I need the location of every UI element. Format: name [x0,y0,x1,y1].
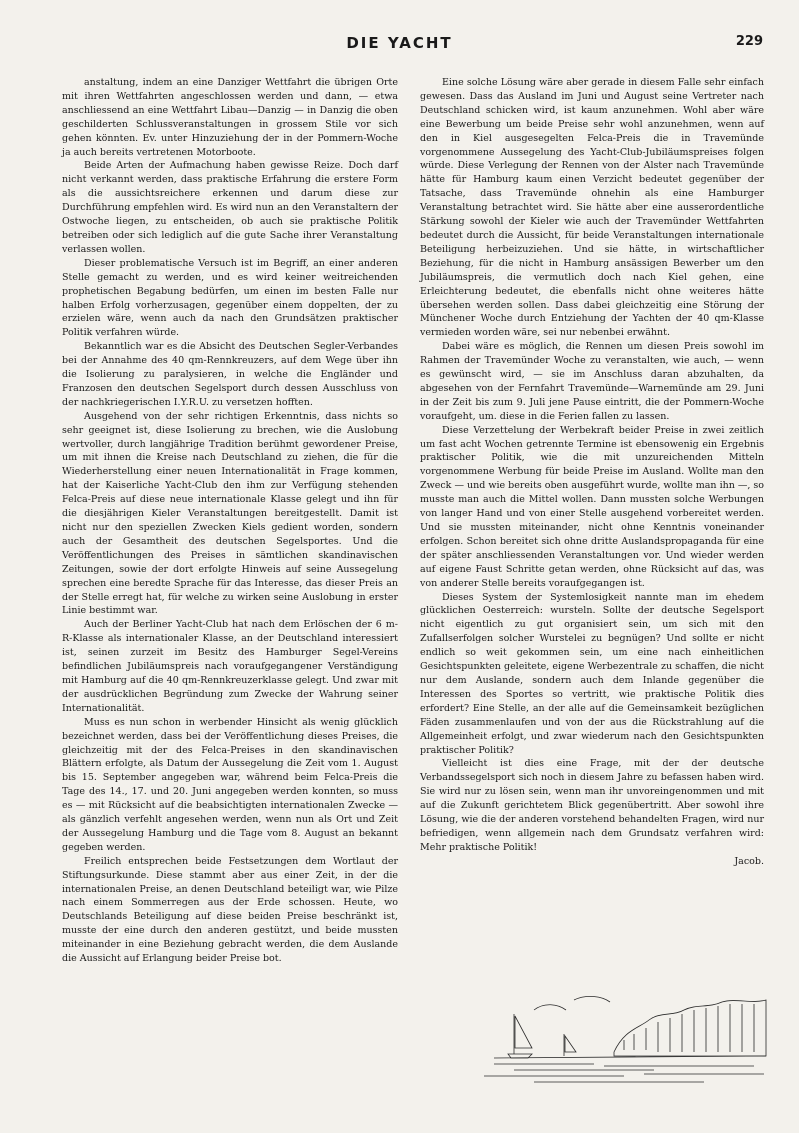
paragraph: Eine solche Lösung wäre aber gerade in diesem Falle sehr einfach gewesen. Dass das Ausland im Juni und August seine Vertreter nach Deutschland schicken wird, ist kaum anzunehmen. Wohl aber wäre eine Bewerbung um beide Preise sehr wohl anzunehmen, wenn auf den in Kiel ausgesegelten Felca-Preis die in Travemünde vorgenommene Aussegelung des Yacht-Club-Jubiläumspreises folgen würde. Diese Verlegung der Rennen von der Alster nach Travemünde hätte für Hamburg kaum einen Verzicht bedeutet gegenüber der Tatsache, dass Travemünde ohnehin als eine Hamburger Veranstaltung betrachtet wird. Sie hätte aber eine ausserordentliche Stärkung sowohl der Kieler wie auch der Travemünder Wettfahrten bedeutet durch die Aussicht, für beide Veranstaltungen internationale Beteiligung herbeizuziehen. Und sie hätte, in wirtschaftlicher Beziehung, für die nicht in Hamburg ansässigen Bewerber um den Jubiläumspreis, die vermutlich doch nach Kiel gehen, eine Erleichterung bedeutet, die ebenfalls nicht ohne weiteres hätte übersehen werden sollen. Dass dabei gleichzeitig eine Störung der Münchener Woche durch Entziehung der Yachten der 40 qm-Klasse vermieden worden wäre, sei nur nebenbei erwähnt. [420,77,764,339]
paragraph: Beide Arten der Aufmachung haben gewisse Reize. Doch darf nicht verkannt werden, dass praktische Erfahrung die erstere Form als die aussichtsreichere erkennen und darum diese zur Durchführung empfehlen wird. Es wird nun an den Veranstaltern der Ostwoche liegen, zu entscheiden, ob auch sie praktische Politik betreiben oder sich lediglich auf die gute Sache ihrer Veranstaltung verlassen wollen. [62,160,398,255]
left-column [62,76,398,966]
paragraph: Dieser problematische Versuch ist im Begriff, an einer anderen Stelle gemacht zu werden, und es wird keiner weitreichenden prophetischen Begabung bedürfen, um einen im besten Falle nur halben Erfolg vorherzusagen, gegenüber einem doppelten, der zu erzielen wäre, wenn auch da nach den Grundsätzen praktischer Politik verfahren würde. [62,257,398,339]
sailboat-landscape-vignette-icon [474,990,774,1090]
paragraph: Muss es nun schon in werbender Hinsicht als wenig glücklich bezeichnet werden, dass bei der Veröffentlichung dieses Preises, die gleichzeitig mit der des Felca-Preises in den skandinavischen Blättern erfolgte, als Datum der Aussegelung die Zeit vom 1. August bis 15. September angegeben war, während beim Felca-Preis die Tage des 14., 17. und 20. Juni angegeben werden konnten, so muss es — mit Rücksicht auf die beabsichtigten internationalen Zwecke — als gänzlich verfehlt angesehen werden, wenn nun als Ort und Zeit der Aussegelung Hamburg und die Tage vom 8. August an bekannt gegeben werden. [62,716,398,853]
running-title: DIE YACHT [346,34,453,52]
paragraph: Bekanntlich war es die Absicht des Deutschen Segler-Verbandes bei der Annahme des 40 qm-Rennkreuzers, auf dem Wege über ihn die Isolierung zu paralysieren, in welche die Engländer und Franzosen den deutschen Segelsport durch dessen Ausschluss von der nachkriegerischen I.Y.R.U. zu versetzen hofften. [62,341,398,408]
paragraph: Auch der Berliner Yacht-Club hat nach dem Erlöschen der 6 m-R-Klasse als internationaler Klasse, an der Deutschland interessiert ist, seinen zurzeit im Besitz des Hamburger Segel-Vereins befindlichen Jubiläumspreis nach voraufgegangener Verständigung mit Hamburg auf die 40 qm-Rennkreuzerklasse gelegt. Und zwar mit der ausdrücklichen Begründung zum Zwecke der Wahrung seiner Internationalität. [62,619,398,714]
paragraph: Dabei wäre es möglich, die Rennen um diesen Preis sowohl im Rahmen der Travemünder Woche zu veranstalten, wie auch, — wenn es gewünscht wird, — sie im Anschluss daran abzuhalten, da abgesehen von der Fernfahrt Travemünde—Warnemünde am 29. Juni in der Zeit bis zum 9. Juli jene Pause eintritt, die der Pommern-Woche voraufgeht, um. diese in die Ferien fallen zu lassen. [420,341,764,422]
right-column [420,76,764,869]
page-number: 229 [735,34,763,49]
author-signature: Jacob. [734,855,764,867]
paragraph: Dieses System der Systemlosigkeit nannte man im ehedem glücklichen Oesterreich: wursteln. Sollte der deutsche Segelsport nicht eigentlich zu gut organisiert sein, um sich mit den Zufallserfolgen solcher Wurstelei zu begnügen? Und sollte er nicht endlich so weit gekommen sein, um eine nach einheitlichen Gesichtspunkten geleitete, eigene Werbezentrale zu schaffen, die nicht nur dem Auslande, sondern auch dem Inlande gegenüber die Interessen des Sportes so vertritt, wie praktische Politik dies erfordert? Eine Stelle, an der alle auf die Gemeinsamkeit bezüglichen Fäden zusammenlaufen und von der aus die Rückstrahlung auf die Allgemeinheit erfolgt, und zwar wiederum nach den Gesichtspunkten praktischer Politik? [420,591,764,756]
paragraph: Vielleicht ist dies eine Frage, mit der der deutsche Verbandssegelsport sich noch in diesem Jahre zu befassen haben wird. Sie wird nur zu lösen sein, wenn man ihr unvoreingenommen und mit auf die Zukunft gerichtetem Blick gegenübertritt. Aber sowohl ihre Lösung, wie die der anderen vorstehend behandelten Fragen, wird nur befriedigen, wenn allgemein nach dem Grundsatz verfahren wird: Mehr praktische Politik! [420,758,764,853]
paragraph: anstaltung, indem an eine Danziger Wettfahrt die übrigen Orte mit ihren Wettfahrten angeschlossen werden und dann, — etwa anschliessend an eine Wettfahrt Libau—Danzig — in Danzig die oben geschilderten Schlussveranstaltungen in grossem Stile vor sich gehen könnten. Ev. unter Hinzuziehung der in der Pommern-Woche ja auch bereits vertretenen Motorboote. [62,77,398,158]
paragraph: Diese Verzettelung der Werbekraft beider Preise in zwei zeitlich um fast acht Wochen getrennte Termine ist ebensowenig ein Ergebnis praktischer Politik, wie die mit unzureichenden Mitteln vorgenommene Werbung für beide Preise im Ausland. Wollte man den Zweck — und wie bereits oben ausgeführt wurde, wollte man ihn —, so musste man auch die Mittel wollen. Dann mussten solche Werbungen von langer Hand und von einer Stelle ausgehend vorbereitet werden. Und sie mussten miteinander, nicht ohne Kenntnis voneinander erfolgen. Schon bereitet sich ohne dritte Auslandspropaganda für eine der später anschliessenden Veranstaltungen vor. Und wieder werden auf eigene Faust Schritte getan werden, ohne Rücksicht auf das, was von anderer Stelle bereits voraufgegangen ist. [420,424,764,589]
paragraph: Freilich entsprechen beide Festsetzungen dem Wortlaut der Stiftungsurkunde. Diese stammt aber aus einer Zeit, in der die internationalen Preise, an denen Deutschland beteiligt war, wie Pilze nach einem Sommerregen aus der Erde schossen. Heute, wo Deutschlands Beteiligung auf diese beiden Preise beschränkt ist, musste der eine durch den anderen gestützt, und beide mussten miteinander in eine Beziehung gebracht werden, die dem Auslande die Aussicht auf Erlangung beider Preise bot. [62,855,398,965]
paragraph: Ausgehend von der sehr richtigen Erkenntnis, dass nichts so sehr geeignet ist, diese Isolierung zu brechen, wie die Auslobung wertvoller, durch langjährige Tradition berühmt gewordener Preise, um mit ihnen die Kreise nach Deutschland zu ziehen, die für die Wiederherstellung einer neuen Internationalität in Frage kommen, hat der Kaiserliche Yacht-Club den ihm zur Verfügung stehenden Felca-Preis auf diese neue internationale Klasse gelegt und ihn für die diesjährigen Kieler Veranstaltungen bereitgestellt. Damit ist nicht nur den speziellen Zwecken Kiels gedient worden, sondern auch der Gesamtheit des deutschen Segelsportes. Und die Veröffentlichungen des Preises in sämtlichen skandinavischen Zeitungen, sowie der dort erfolgte Hinweis auf seine Aussegelung sprechen eine beredte Sprache für das Interesse, das dieser Preis an der Stelle erregt hat, für welche zu wirken seine Auslobung in erster Linie bestimmt war. [62,410,398,617]
